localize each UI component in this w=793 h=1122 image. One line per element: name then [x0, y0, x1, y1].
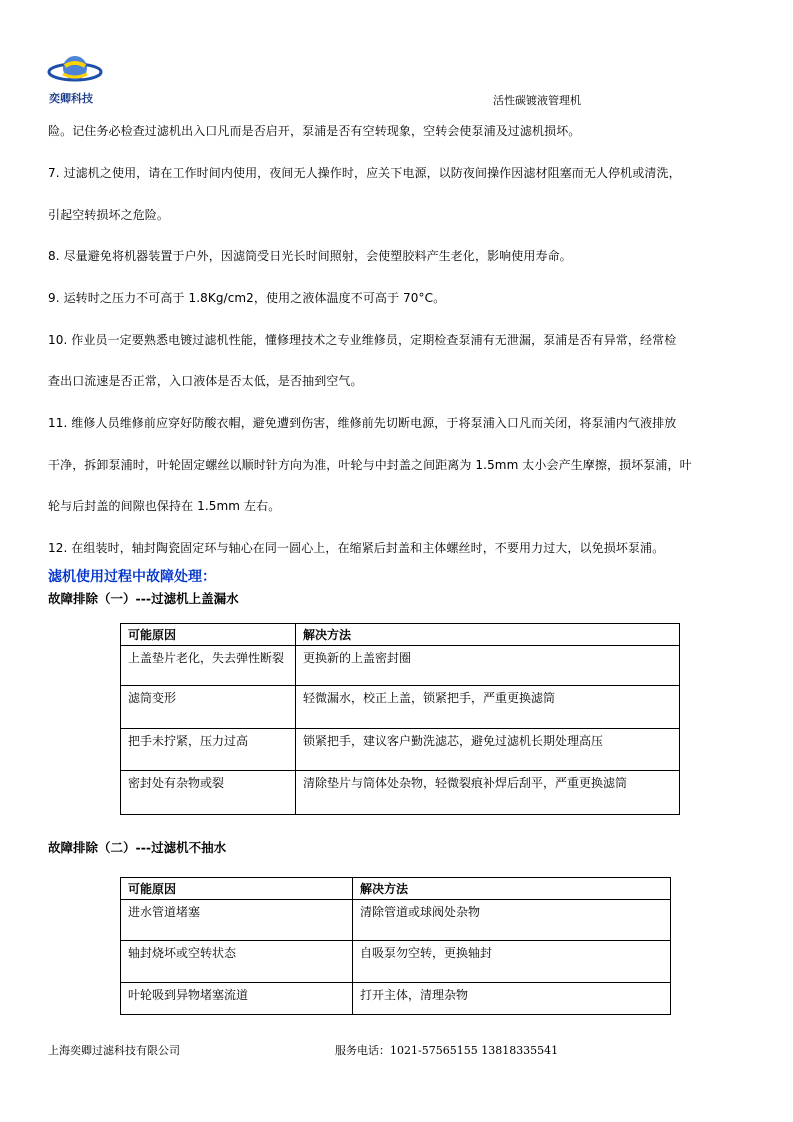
paragraph-line: 轮与后封盖的间隙也保持在 1.5mm 左右。 [48, 499, 281, 513]
paragraph-line: 8. 尽量避免将机器装置于户外，因滤筒受日光长时间照射，会使塑胶料产生老化，影响使用寿命。 [48, 249, 572, 263]
logo-text: 奕卿科技 [49, 92, 93, 105]
table-cell: 清除管道或球阀处杂物 [353, 900, 671, 941]
table1-title: 故障排除（一）---过滤机上盖漏水 [48, 591, 239, 606]
table-row [121, 900, 671, 941]
table-cell: 上盖垫片老化，失去弹性断裂 [121, 646, 296, 686]
paragraph-line: 12. 在组装时，轴封陶瓷固定环与轴心在同一圆心上，在缩紧后封盖和主体螺丝时，不要用力过大，以免损坏泵浦。 [48, 541, 665, 555]
column-header: 解决方法 [296, 624, 680, 646]
table-header-row [121, 624, 680, 646]
table-row [121, 729, 680, 771]
paragraph-line: 11. 维修人员维修前应穿好防酸衣帽，避免遭到伤害，维修前先切断电源，于将泵浦入口凡而关闭，将泵浦内气液排放 [48, 416, 677, 430]
table-cell: 打开主体，清理杂物 [353, 983, 671, 1015]
table-cell: 进水管道堵塞 [121, 900, 353, 941]
table-cell: 更换新的上盖密封圈 [296, 646, 680, 686]
table-cell: 锁紧把手，建议客户勤洗滤芯，避免过滤机长期处理高压 [296, 729, 680, 771]
paragraph-line: 险。记住务必检查过滤机出入口凡而是否启开，泵浦是否有空转现象，空转会使泵浦及过滤机损坏。 [48, 124, 581, 138]
paragraph-line: 查出口流速是否正常，入口液体是否太低，是否抽到空气。 [48, 374, 363, 388]
document-title: 活性碳镀液管理机 [493, 94, 581, 107]
table-cell: 滤筒变形 [121, 686, 296, 729]
column-header: 可能原因 [121, 624, 296, 646]
table2-title: 故障排除（二）---过滤机不抽水 [48, 840, 227, 855]
paragraph-line: 7. 过滤机之使用，请在工作时间内使用，夜间无人操作时，应关下电源，以防夜间操作因滤材阻塞而无人停机或清洗， [48, 166, 681, 180]
column-header: 解决方法 [353, 878, 671, 900]
footer-company: 上海奕卿过滤科技有限公司 [48, 1044, 180, 1057]
table-cell: 清除垫片与筒体处杂物，轻微裂痕补焊后刮平，严重更换滤筒 [296, 771, 680, 815]
paragraph-line: 引起空转损坏之危险。 [48, 208, 170, 222]
troubleshooting-table-2 [120, 877, 671, 1015]
troubleshooting-table-1 [120, 623, 680, 815]
paragraph-line: 干净，拆卸泵浦时，叶轮固定螺丝以顺时针方向为准，叶轮与中封盖之间距离为 1.5mm 太小会产生摩擦，损坏泵浦，叶 [48, 458, 692, 472]
paragraph-line: 10. 作业员一定要熟悉电镀过滤机性能，懂修理技术之专业维修员，定期检查泵浦有无泄漏，泵浦是否有异常，经常检 [48, 333, 677, 347]
table-row [121, 771, 680, 815]
table-row [121, 983, 671, 1015]
table-cell: 把手未拧紧，压力过高 [121, 729, 296, 771]
footer-service-phone: 服务电话：1021-57565155 13818335541 [335, 1044, 559, 1057]
table-cell: 自吸泵勿空转，更换轴封 [353, 941, 671, 983]
table-cell: 轴封烧坏或空转状态 [121, 941, 353, 983]
paragraph-line: 9. 运转时之压力不可高于 1.8Kg/cm2，使用之液体温度不可高于 70°C。 [48, 291, 446, 305]
table-cell: 轻微漏水，校正上盖，锁紧把手，严重更换滤筒 [296, 686, 680, 729]
table-cell: 密封处有杂物或裂 [121, 771, 296, 815]
section-title: 滤机使用过程中故障处理： [48, 569, 216, 585]
table-cell: 叶轮吸到异物堵塞流道 [121, 983, 353, 1015]
table-row [121, 686, 680, 729]
column-header: 可能原因 [121, 878, 353, 900]
table-row [121, 941, 671, 983]
table-header-row [121, 878, 671, 900]
table-row [121, 646, 680, 686]
